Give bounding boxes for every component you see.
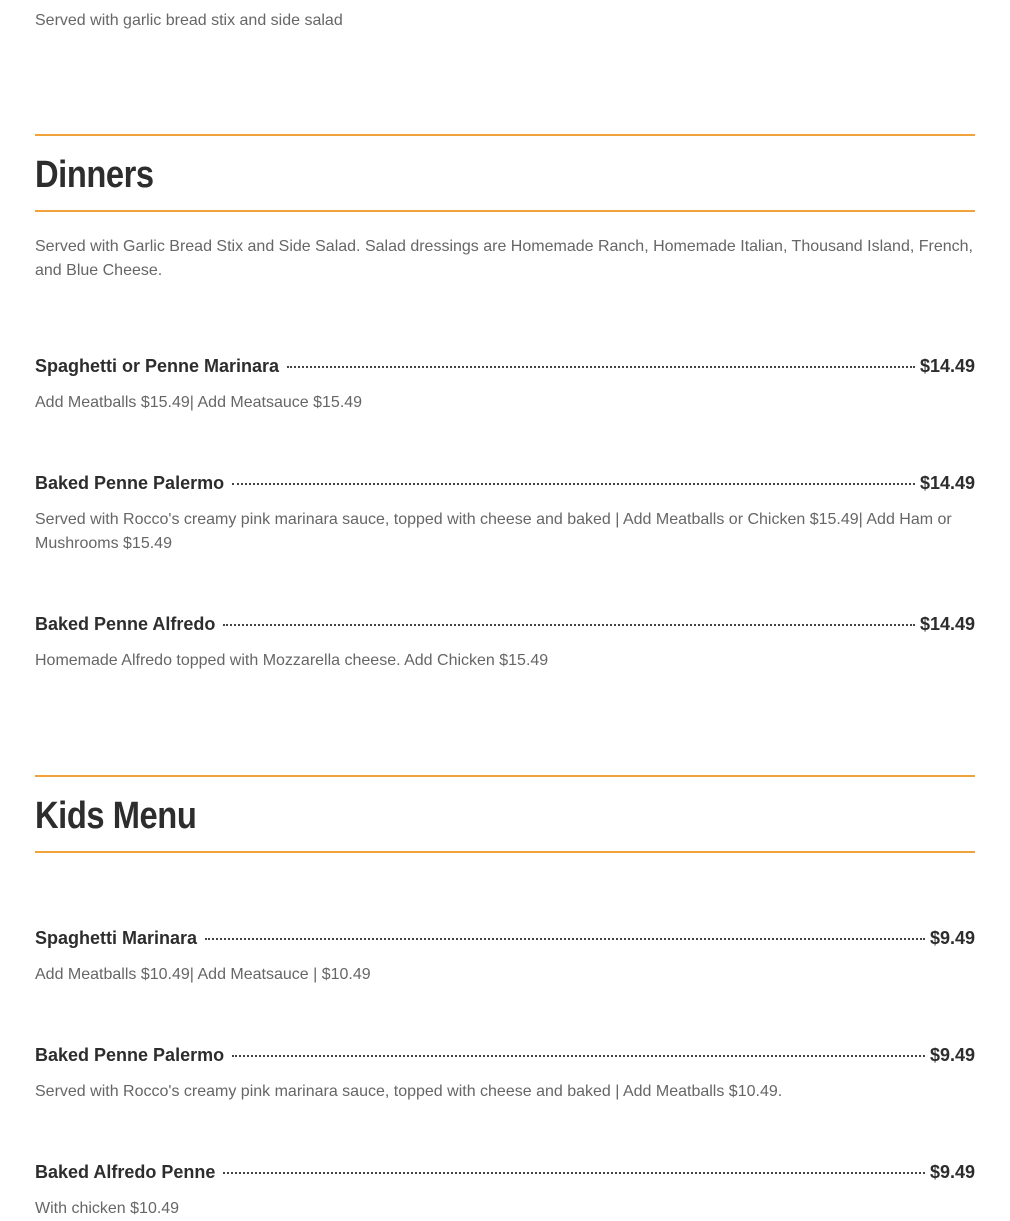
dot-leader	[223, 1171, 925, 1174]
section-dinners	[35, 134, 975, 212]
section-kids-menu	[35, 775, 975, 853]
menu-item-description: With chicken $10.49	[35, 1200, 180, 1217]
dot-leader	[223, 623, 915, 626]
menu-item-row	[35, 1162, 975, 1186]
dot-leader	[232, 482, 915, 485]
previous-item-description: Served with garlic bread stix and side salad	[35, 12, 343, 29]
menu-item-price: $9.49	[929, 928, 975, 948]
menu-item	[35, 1162, 975, 1221]
menu-item	[35, 356, 975, 415]
menu-item-price: $14.49	[919, 356, 975, 376]
menu-item-price: $14.49	[919, 614, 975, 634]
menu-item	[35, 1045, 975, 1104]
menu-item-name: Baked Alfredo Penne	[35, 1162, 216, 1182]
menu-item	[35, 614, 975, 673]
menu-item-name: Baked Penne Palermo	[35, 1045, 225, 1065]
section-header-kids-menu	[35, 775, 975, 853]
menu-item-description: Add Meatballs $15.49| Add Meatsauce $15.49	[35, 394, 363, 411]
menu-item-row	[35, 1045, 975, 1069]
section-title-kids-menu: Kids Menu	[35, 795, 197, 837]
menu-item-description: Homemade Alfredo topped with Mozzarella cheese. Add Chicken $15.49	[35, 652, 549, 669]
menu-item-row	[35, 928, 975, 952]
dot-leader	[232, 1054, 925, 1057]
menu-item-description: Served with Rocco's creamy pink marinara sauce, topped with cheese and baked | Add Meatballs or Chicken $15.49| Add Ham or Mushrooms $15.49	[35, 511, 952, 552]
section-title-dinners: Dinners	[35, 154, 154, 196]
menu-item-price: $9.49	[929, 1162, 975, 1182]
menu-item-price: $9.49	[929, 1045, 975, 1065]
section-description-dinners: Served with Garlic Bread Stix and Side Salad. Salad dressings are Homemade Ranch, Homemade Italian, Thousand Island, French, and Blue Cheese.	[35, 238, 973, 279]
menu-item-name: Baked Penne Palermo	[35, 473, 225, 493]
menu-item	[35, 473, 975, 556]
menu-item-description: Add Meatballs $10.49| Add Meatsauce | $10.49	[35, 966, 371, 983]
menu-item-row	[35, 473, 975, 497]
menu-item-name: Spaghetti or Penne Marinara	[35, 356, 280, 376]
section-header-dinners	[35, 134, 975, 212]
menu-item	[35, 928, 975, 987]
menu-item-name: Baked Penne Alfredo	[35, 614, 216, 634]
menu-item-price: $14.49	[919, 473, 975, 493]
menu-item-row	[35, 356, 975, 380]
menu-item-row	[35, 614, 975, 638]
menu-item-name: Spaghetti Marinara	[35, 928, 198, 948]
dot-leader	[287, 365, 915, 368]
dot-leader	[205, 937, 925, 940]
menu-item-description: Served with Rocco's creamy pink marinara sauce, topped with cheese and baked | Add Meatballs $10.49.	[35, 1083, 783, 1100]
